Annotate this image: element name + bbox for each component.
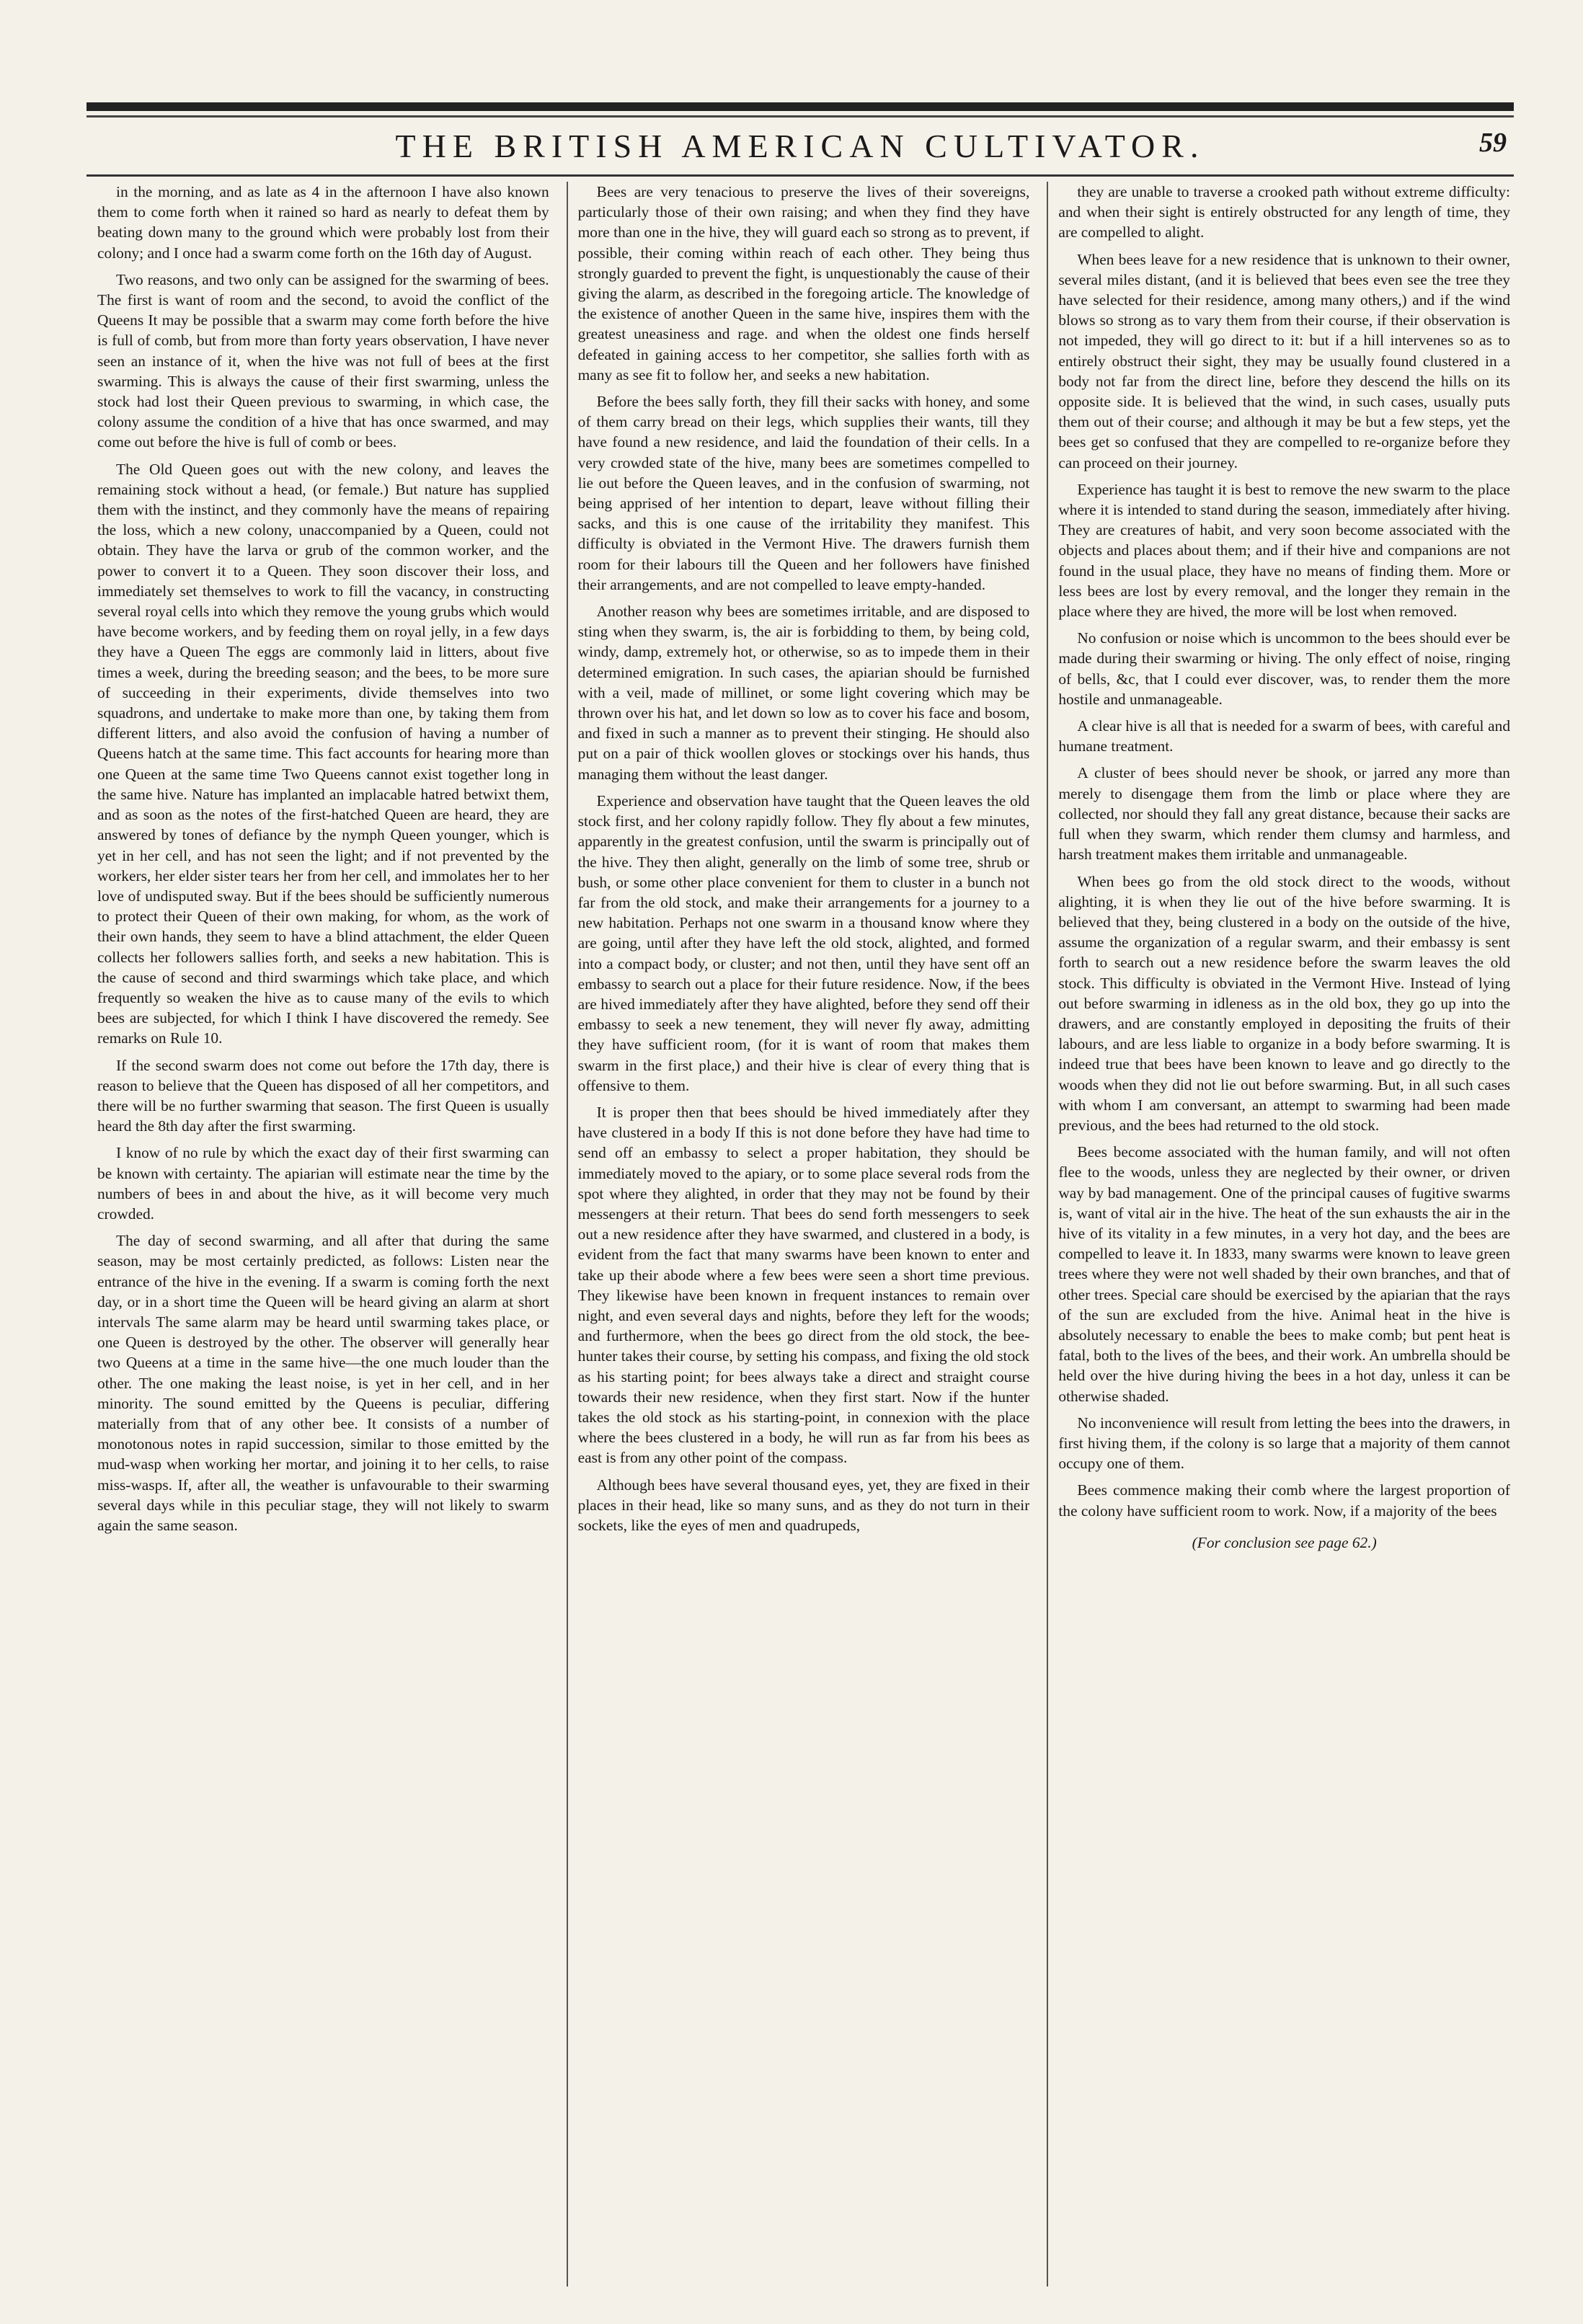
page-header	[87, 124, 1514, 174]
paragraph: Before the bees sally forth, they fill their sacks with honey, and some of them carry bread on their legs, which supplies their wants, till they have found a new residence, and laid the foundation of their cells. In a very crowded state of the hive, many bees are sometimes compelled to lie out before the Queen leaves, and in the confusion of swarming, not being apprised of her intention to depart, leave without filling their sacks, and this is one cause of the irritability they manifest. This difficulty is obviated in the Vermont Hive. The drawers furnish them room for their labours till the Queen and her followers have finished their arrangements, and are not compelled to leave empty-handed.	[577, 393, 1030, 593]
paragraph: The Old Queen goes out with the new colony, and leaves the remaining stock without a head, (or female.) But nature has supplied them with the instinct, and they commonly have the means of repairing the loss, which a new colony, unaccompanied by a Queen, could not obtain. They have the larva or grub of the common worker, and the power to convert it to a Queen. They soon discover their loss, and immediately set themselves to work to fill the vacancy, in constructing several royal cells into which they remove the young grubs which would have become workers, and by feeding them on royal jelly, in a few days they have a Queen The eggs are commonly laid in litters, about five times a week, during the breeding season; and the bees, to be more sure of succeeding in their experiments, divide themselves into two squadrons, and undertake to make more than one, by taking them from different litters, and also avoid the confusion of having a number of Queens hatch at the same time. This fact accounts for hearing more than one Queen at the same time Two Queens cannot exist together long in the same hive. Nature has implanted an implacable hatred betwixt them, and as soon as the notes of the first-hatched Queen are heard, they are answered by tones of defiance by the nymph Queen younger, which is yet in her cell, and has not seen the light; and if not prevented by the workers, her elder sister tears her from her cell, and immolates her to her love of undisputed sway. But if the bees should be sufficiently numerous to protect their Queen of their own making, for whom, as the work of their own hands, they seem to have a blind attachment, the elder Queen collects her followers sallies forth, and seeks a new habitation. This is the cause of second and third swarmings which take place, and which frequently so weaken the hive as to cause many of the evils to which bees are subjected, for which I think I have discovered the remedy. See remarks on Rule 10.	[97, 460, 549, 1047]
paragraph: Two reasons, and two only can be assigned for the swarming of bees. The first is want of room and the second, to avoid the conflict of the Queens It may be possible that a swarm may come forth before the hive is full of comb, but from more than forty years observation, I have never seen an instance of it, when the hive was not full of bees at the first swarming. This is always the cause of their first swarming, unless the stock had lost their Queen previous to swarming, in which case, the colony assume the condition of a hive that has once swarmed, and may come out before the hive is full of comb or bees.	[97, 270, 549, 451]
paragraph: Another reason why bees are sometimes irritable, and are disposed to sting when they swarm, is, the air is forbidding to them, by being cold, windy, damp, extremely hot, or otherwise, so as to impede them in their determined emigration. In such cases, the apiarian should be furnished with a veil, made of millinet, or some light covering which may be thrown over his hat, and let down so low as to cover his face and bosom, and fixed in such a manner as to prevent their stinging. He should also put on a pair of thick woollen gloves or stockings over his hands, thus managing them without the least danger.	[577, 603, 1030, 783]
page-number: 59	[1479, 128, 1507, 158]
column-2	[567, 182, 1030, 2287]
top-rule-thick	[87, 102, 1514, 111]
text-columns	[97, 182, 1510, 2287]
continuation-note: (For conclusion see page 62.)	[1192, 1533, 1377, 1551]
paragraph: Experience has taught it is best to remove the new swarm to the place where it is intended to stand during the season, immediately after hiving. They are creatures of habit, and very soon become associated with the objects and places about them; and if their hive and companions are not found in the usual place, they have no means of finding them. More or less bees are lost by every removal, and the longer they remain in the place where they are hived, the more will be lost when removed.	[1058, 480, 1511, 621]
paragraph: Bees are very tenacious to preserve the lives of their sovereigns, particularly those of their own raising; and when they find they have more than one in the hive, they will guard each so strong as to prevent, if possible, their coming within reach of each other. They being thus strongly guarded to prevent the fight, is unquestionably the cause of their giving the alarm, as described in the foregoing article. The knowledge of the existence of another Queen in the same hive, inspires them with the greatest uneasiness and rage. and when the oldest one finds herself defeated in gaining access to her competitor, she sallies forth with as many as see fit to follow her, and seeks a new habitation.	[577, 183, 1030, 383]
column-3	[1047, 182, 1510, 2287]
paragraph: The day of second swarming, and all after that during the same season, may be most certainly predicted, as follows: Listen near the entrance of the hive in the evening. If a swarm is coming forth the next day, or in a short time the Queen will be heard giving an alarm at short intervals The same alarm may be heard until swarming takes place, or one Queen is destroyed by the other. The observer will generally hear two Queens at a time in the same hive—the one much louder than the other. The one making the least noise, is yet in her cell, and in her minority. The sound emitted by the Queens is peculiar, differing materially from that of any other bee. It consists of a number of monotonous notes in rapid succession, similar to those emitted by the mud-wasp when working her mortar, and joining it to her cells, to raise miss-wasps. If, after all, the weather is unfavourable to their swarming several days while in this peculiar stage, they will not likely to swarm again the same season.	[97, 1232, 549, 1534]
paragraph: When bees leave for a new residence that is unknown to their owner, several miles distant, (and it is believed that bees even see the tree they have selected for their residence, among many others,) and if the wind blows so strong as to vary them from their course, if their observation is not impeded, they will go direct to it: but if a hill intervenes so as to entirely obstruct their sight, they may be usually found clustered in a body not far from the direct line, before they descend the hills on its opposite side. It is believed that the wind, in such cases, usually puts them out of their course; and although it may be but a few steps, yet the bees get so confused that they are compelled to re-organize before they can proceed on their journey.	[1058, 250, 1511, 471]
paragraph: When bees go from the old stock direct to the woods, without alighting, it is when they lie out of the hive before swarming. It is believed that they, being clustered in a body on the outside of the hive, assume the organization of a regular swarm, and their embassy is sent forth to search out a new residence before the swarm leaves the old stock. This difficulty is obviated in the Vermont Hive. Instead of lying out before swarming in idleness as in the old box, they go up into the drawers, and are constantly employed in depositing the fruits of their labours, and are less liable to organize in a body before swarming. It is indeed true that bees have been known to leave and go directly to the woods when they did not lie out before swarming. But, in all such cases with whom I am conversant, an attempt to swarming had been made previous, and the bees had returned to the old stock.	[1058, 872, 1511, 1134]
paragraph: they are unable to traverse a crooked path without extreme difficulty: and when their sight is entirely obstructed for any length of time, they are compelled to alight.	[1058, 183, 1511, 241]
paragraph: in the morning, and as late as 4 in the afternoon I have also known them to come forth when it rained so hard as nearly to defeat them by beating down many to the ground which were probably lost from their colony; and I once had a swarm come forth on the 16th day of August.	[97, 183, 549, 262]
running-title: THE BRITISH AMERICAN CULTIVATOR.	[395, 128, 1205, 164]
paragraph: A cluster of bees should never be shook, or jarred any more than merely to disengage them from the limb or place where they are collected, nor should they fall any great distance, because their sacks are full when they swarm, which render them clumsy and harmless, and harsh treatment makes them irritable and unmanageable.	[1058, 764, 1511, 864]
paragraph: No confusion or noise which is uncommon to the bees should ever be made during their swarming or hiving. The only effect of noise, ringing of bells, &c, that I could ever discover, was, to render them the more hostile and unmanageable.	[1058, 629, 1511, 708]
column-1	[97, 182, 549, 2287]
paragraph: I know of no rule by which the exact day of their first swarming can be known with certainty. The apiarian will estimate near the time by the numbers of bees in and about the hive, as it will become very much crowded.	[97, 1144, 549, 1223]
paragraph: Experience and observation have taught that the Queen leaves the old stock first, and her colony rapidly follow. They fly about a few minutes, apparently in the greatest confusion, until the swarm is principally out of the hive. They then alight, generally on the limb of some tree, shrub or bush, or some other place convenient for them to cluster in a bunch not far from the old stock, and make their arrangements for a journey to a new habitation. Perhaps not one swarm in a thousand know where they are going, until after they have left the old stock, alighted, and formed into a compact body, or cluster; and not then, until they have sent off an embassy to search out a place for their future residence. Now, if the bees are hived immediately after they have alighted, before they send off their embassy to seek a new tenement, they will never fly away, admitting they have sufficient room, (for it is want of room that makes them swarm in the first place,) and their hive is clear of every thing that is offensive to them.	[577, 791, 1030, 1094]
paragraph: No inconvenience will result from letting the bees into the drawers, in first hiving them, if the colony is so large that a majority of them cannot occupy one of them.	[1058, 1414, 1511, 1473]
paragraph: Bees become associated with the human family, and will not often flee to the woods, unless they are neglected by their owner, or driven way by bad management. One of the principal causes of fugitive swarms is, want of vital air in the hive. The heat of the sun exhausts the air in the hive of its vitality in a few minutes, in a very hot day, and the bees are compelled to leave it. In 1833, many swarms were known to leave green trees where they were not well shaded by their own branches, and that of other trees. Special care should be exercised by the apiarian that the rays of the sun are excluded from the hive. Animal heat in the hive is absolutely necessary to enable the bees to make comb; but pent heat is fatal, both to the lives of the bees, and their work. An umbrella should be held over the hive during hiving the bees in a hot day, unless it can be otherwise shaded.	[1058, 1143, 1511, 1405]
paragraph: Bees commence making their comb where the largest proportion of the colony have sufficient room to work. Now, if a majority of the bees	[1058, 1481, 1511, 1520]
paragraph: It is proper then that bees should be hived immediately after they have clustered in a body If this is not done before they have had time to send off an embassy to select a proper habitation, they should be immediately moved to the apiary, or to some place several rods from the spot where they alighted, in order that they may not be found by their messengers at their return. That bees do send forth messengers to seek out a new residence after they have swarmed, and clustered in a body, is evident from the fact that many swarms have been known to enter and take up their abode where a few bees were seen a short time previous. They likewise have been known in frequent instances to remain over night, and even several days and nights, before they left for the woods; and furthermore, when the bees go direct from the old stock, the bee-hunter takes their course, by setting his compass, and fixing the old stock as his starting point; for bees always take a direct and straight course towards their new residence, when they first start. Now if the hunter takes the old stock as his starting-point, in connexion with the place where the bees clustered in a body, he will run as far from his bees as east is from any other point of the compass.	[577, 1103, 1030, 1467]
paragraph: A clear hive is all that is needed for a swarm of bees, with careful and humane treatment.	[1058, 717, 1511, 755]
header-rule	[87, 174, 1514, 177]
paragraph: If the second swarm does not come out before the 17th day, there is reason to believe that the Queen has disposed of all her competitors, and there will be no further swarming that season. The first Queen is usually heard the 8th day after the first swarming.	[97, 1056, 549, 1135]
top-rule-thin	[87, 115, 1514, 117]
paragraph: Although bees have several thousand eyes, yet, they are fixed in their places in their head, like so many suns, and as they do not turn in their sockets, like the eyes of men and quadrupeds,	[577, 1476, 1030, 1534]
